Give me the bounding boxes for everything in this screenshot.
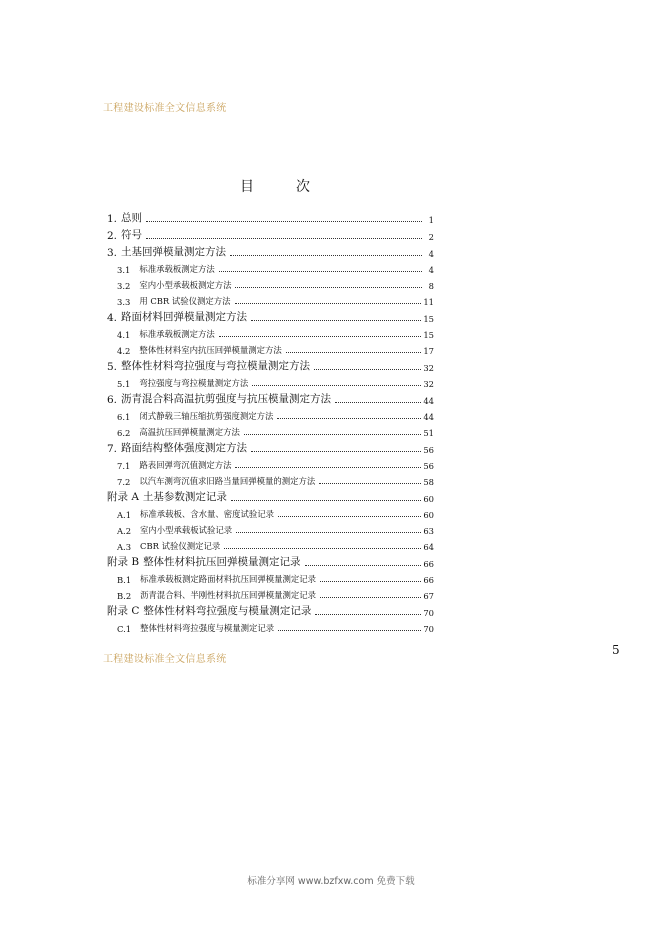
toc-entry-page: 4 [428,265,434,275]
toc-entry-page: 1 [428,215,434,225]
toc-subentry[interactable] [107,471,434,487]
toc-subentry[interactable] [107,291,434,307]
toc-entry[interactable] [107,242,434,259]
toc-entry-title: 标准承载板测定方法 [139,329,215,339]
toc-entry[interactable] [107,438,434,455]
toc-entry[interactable] [107,225,434,242]
toc-entry-number: 附录 A [107,491,139,503]
toc-leader-dots [235,303,422,304]
toc-subentry[interactable] [107,373,434,389]
toc-entry-page: 67 [423,591,434,601]
toc-leader-dots [320,597,421,598]
toc-entry-page: 8 [428,281,434,291]
toc-entry-number: 6.1 [117,412,131,422]
toc-entry-title: 整体性材料室内抗压回弹模量测定方法 [139,345,282,355]
toc-entry-title: 标准承载板测定方法 [139,264,215,274]
toc-entry-page: 11 [423,297,434,307]
toc-entry-page: 58 [423,477,434,487]
toc-entry-title: 用 CBR 试验仪测定方法 [139,296,231,306]
toc-subentry[interactable] [107,340,434,356]
toc-leader-dots [315,614,421,615]
toc-entry[interactable] [107,208,434,225]
toc-entry-title: 室内小型承载板试验记录 [140,525,233,535]
table-of-contents [107,208,434,634]
toc-entry-title: 整体性材料抗压回弹模量测定记录 [143,556,301,568]
toc-entry-number: 4.2 [117,346,131,356]
toc-subentry[interactable] [107,618,434,634]
toc-entry-number: 4.1 [117,330,131,340]
toc-entry-number: 5. [107,361,118,373]
toc-leader-dots [219,336,422,337]
toc-entry[interactable] [107,389,434,406]
footer-text: 标准分享网 www.bzfxw.com 免费下载 [247,876,415,887]
toc-entry-number: 7. [107,443,118,455]
page-number: 5 [612,643,620,657]
toc-entry[interactable] [107,307,434,324]
toc-leader-dots [335,402,421,403]
toc-entry-page: 66 [423,575,434,585]
toc-entry-title: 路面结构整体强度测定方法 [121,442,248,454]
toc-entry-page: 15 [423,330,434,340]
toc-leader-dots [319,483,421,484]
toc-entry-number: B.2 [117,591,132,601]
toc-subentry[interactable] [107,275,434,291]
toc-subentry[interactable] [107,406,434,422]
toc-entry-number: A.3 [117,542,132,552]
toc-leader-dots [251,320,421,321]
toc-leader-dots [235,287,422,288]
toc-entry-number: 3.3 [117,297,131,307]
toc-leader-dots [146,221,422,222]
toc-entry-number: 附录 C [107,605,140,617]
toc-entry-title: 整体性材料弯拉强度与模量测定记录 [140,623,275,633]
toc-leader-dots [219,271,422,272]
toc-entry-title: 总则 [121,212,143,224]
toc-entry-page: 2 [428,232,434,242]
toc-entry-title: 弯拉强度与弯拉模量测定方法 [139,378,249,388]
toc-leader-dots [251,451,421,452]
toc-entry-page: 15 [423,314,434,324]
toc-entry-number: 4. [107,312,118,324]
toc-title [240,176,310,196]
watermark-bottom: 工程建设标准全文信息系统 [103,654,227,665]
toc-leader-dots [320,581,421,582]
toc-entry-number: A.1 [117,510,132,520]
toc-leader-dots [244,434,422,435]
toc-entry[interactable] [107,487,434,504]
toc-subentry[interactable] [107,259,434,275]
toc-entry-title: 闭式静载三轴压缩抗剪强度测定方法 [139,411,274,421]
toc-entry-page: 60 [423,510,434,520]
toc-subentry[interactable] [107,520,434,536]
toc-entry-page: 70 [423,608,434,618]
toc-entry-page: 56 [423,461,434,471]
toc-entry-title: 标准承载板测定路面材料抗压回弹模量测定记录 [140,574,317,584]
toc-subentry[interactable] [107,585,434,601]
toc-entry-title: 土基参数测定记录 [142,491,227,503]
toc-entry-number: 7.2 [117,477,131,487]
toc-subentry[interactable] [107,569,434,585]
toc-leader-dots [236,532,421,533]
toc-entry-number: 3.2 [117,281,131,291]
toc-leader-dots [235,467,421,468]
toc-leader-dots [146,238,422,239]
toc-subentry[interactable] [107,324,434,340]
toc-entry-number: 3.1 [117,265,131,275]
toc-entry-page: 32 [423,363,434,373]
toc-entry-page: 44 [423,396,434,406]
toc-leader-dots [230,255,422,256]
toc-title-char: 目 [240,179,254,195]
toc-entry-title: 整体性材料弯拉强度与弯拉模量测定方法 [121,360,311,372]
toc-entry-number: 7.1 [117,461,131,471]
toc-entry-title: CBR 试验仪测定记录 [140,541,221,551]
toc-leader-dots [278,516,421,517]
toc-entry-title: 标准承载板、含水量、密度试验记录 [140,509,275,519]
toc-entry-number: 3. [107,247,118,259]
toc-leader-dots [305,565,422,566]
toc-entry-page: 60 [423,494,434,504]
toc-entry-page: 44 [423,412,434,422]
toc-entry-number: 附录 B [107,556,140,568]
toc-entry-title: 土基回弹模量测定方法 [121,246,227,258]
toc-entry-page: 17 [423,346,434,356]
toc-entry[interactable] [107,356,434,373]
toc-leader-dots [314,369,421,370]
watermark-top: 工程建设标准全文信息系统 [103,103,227,114]
toc-entry-title: 路表回弹弯沉值测定方法 [139,460,232,470]
toc-leader-dots [224,548,421,549]
toc-subentry[interactable] [107,504,434,520]
toc-entry-page: 56 [423,445,434,455]
toc-entry-page: 70 [423,624,434,634]
toc-entry[interactable] [107,601,434,618]
toc-subentry[interactable] [107,422,434,438]
toc-subentry[interactable] [107,536,434,552]
toc-leader-dots [286,352,422,353]
toc-entry[interactable] [107,552,434,569]
toc-entry-page: 4 [428,249,434,259]
toc-entry-title: 路面材料回弹模量测定方法 [121,311,248,323]
toc-entry-page: 51 [423,428,434,438]
toc-leader-dots [278,630,421,631]
toc-subentry[interactable] [107,455,434,471]
toc-leader-dots [252,385,421,386]
toc-entry-page: 63 [423,526,434,536]
toc-entry-number: 1. [107,213,118,225]
toc-entry-page: 66 [423,559,434,569]
toc-entry-number: 2. [107,230,118,242]
toc-entry-title: 沥青混合料、半刚性材料抗压回弹模量测定记录 [140,590,317,600]
toc-entry-title: 沥青混合料高温抗剪强度与抗压模量测定方法 [121,393,332,405]
toc-leader-dots [277,418,421,419]
toc-entry-title: 以汽车测弯沉值求旧路当量回弹模量的测定方法 [139,476,316,486]
toc-entry-page: 64 [423,542,434,552]
toc-entry-number: C.1 [117,624,132,634]
toc-entry-number: 5.1 [117,379,131,389]
toc-leader-dots [231,500,421,501]
toc-entry-title: 整体性材料弯拉强度与模量测定记录 [143,605,312,617]
toc-entry-number: 6. [107,394,118,406]
toc-entry-title: 符号 [121,229,143,241]
toc-entry-number: 6.2 [117,428,131,438]
toc-entry-title: 高温抗压回弹模量测定方法 [139,427,240,437]
toc-title-char: 次 [296,179,310,195]
toc-entry-number: B.1 [117,575,132,585]
toc-entry-number: A.2 [117,526,132,536]
toc-entry-page: 32 [423,379,434,389]
toc-entry-title: 室内小型承载板测定方法 [139,280,232,290]
